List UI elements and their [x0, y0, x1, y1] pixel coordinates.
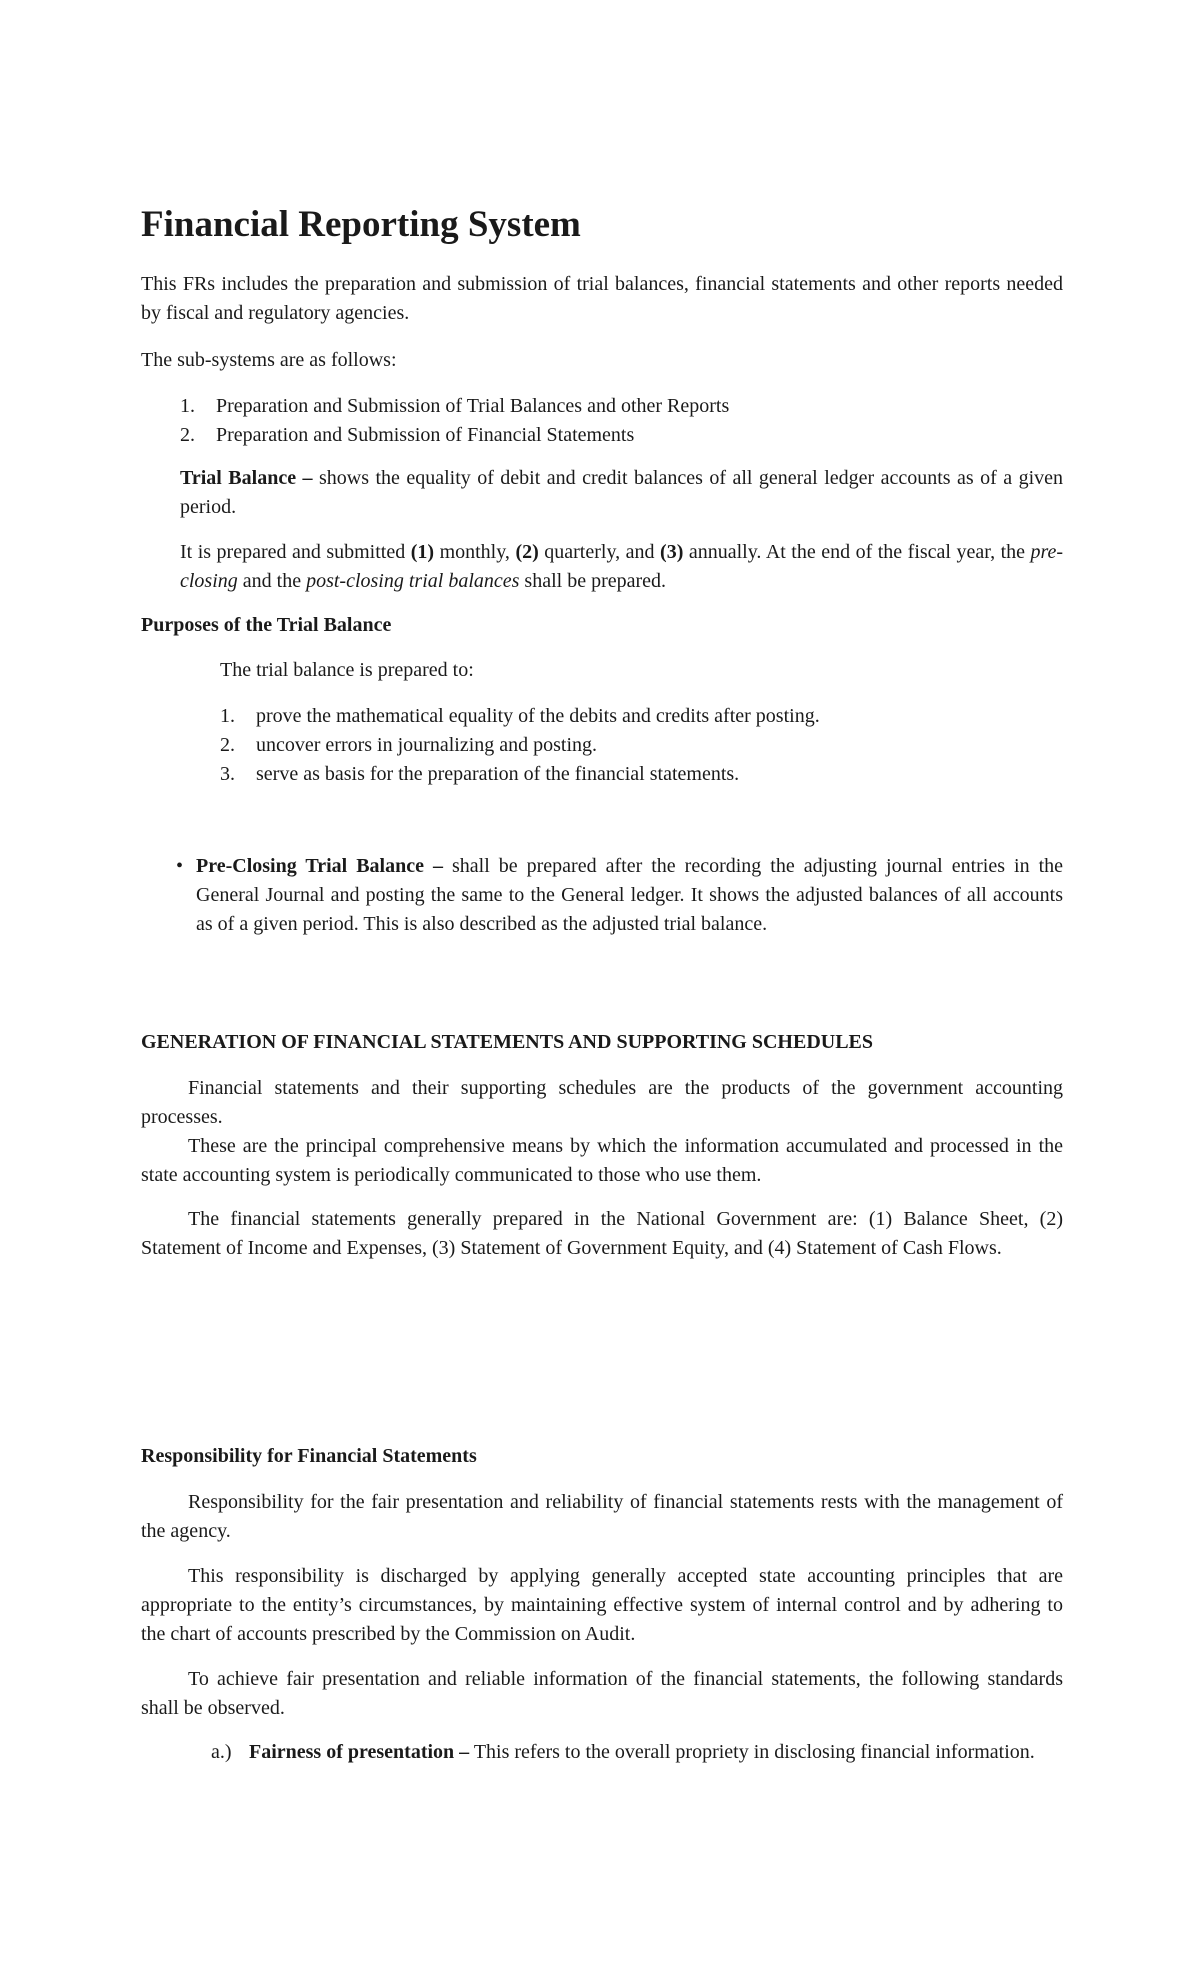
text-segment: annually. At the end of the fiscal year, the	[688, 541, 1025, 563]
pre-closing-bullet-item	[176, 852, 1063, 939]
responsibility-paragraph-2: This responsibility is discharged by applying generally accepted state accounting principles that are appropriate to the entity’s circumstances, by maintaining effective system of internal control and by adhering to the chart of accounts prescribed by the Commission on Audit.	[141, 1565, 1063, 1645]
subsystems-intro: The sub-systems are as follows:	[141, 349, 397, 371]
italic-term: post-closing trial balances	[306, 570, 520, 592]
fairness-text: This refers to the overall propriety in disclosing financial information.	[473, 1741, 1035, 1763]
trial-balance-text: shows the equality of debit and credit balances of all general ledger accounts as of a given period.	[180, 467, 1064, 518]
list-item	[220, 760, 1063, 789]
fairness-item	[211, 1738, 1063, 1767]
purposes-intro: The trial balance is prepared to:	[220, 659, 474, 681]
text-segment: and the	[242, 570, 302, 592]
frequency-number: (3)	[660, 541, 684, 563]
generation-paragraph-3: The financial statements generally prepared in the National Government are: (1) Balance Sheet, (2) Statement of Income and Expenses, (3) Statement of Government Equity, and (4) Statement of Cash Flows.	[141, 1208, 1063, 1259]
intro-paragraph: This FRs includes the preparation and submission of trial balances, financial statements and other reports needed by fiscal and regulatory agencies.	[141, 273, 1063, 324]
responsibility-paragraph-3: To achieve fair presentation and reliable information of the financial statements, the following standards shall be observed.	[141, 1668, 1063, 1719]
fairness-first-line	[211, 1738, 1063, 1767]
text-segment: It is prepared and submitted	[180, 541, 406, 563]
list-text: uncover errors in journalizing and posting.	[256, 734, 598, 756]
text-segment: monthly,	[439, 541, 510, 563]
list-item	[180, 421, 1063, 450]
bullet-icon: •	[176, 855, 184, 877]
text-segment: quarterly, and	[544, 541, 655, 563]
item-label: a.)	[211, 1741, 232, 1763]
frequency-number: (1)	[410, 541, 435, 563]
page-title: Financial Reporting System	[141, 204, 581, 245]
list-text: serve as basis for the preparation of the financial statements.	[256, 763, 740, 785]
trial-balance-term: Trial Balance –	[180, 467, 313, 489]
pre-closing-text: shall be prepared after the recording the adjusting journal entries in the General Journal and posting the same to the General ledger. It shows the adjusted balances of all accounts as of a given period. This is also described as the adjusted trial balance.	[196, 855, 1064, 935]
purposes-heading: Purposes of the Trial Balance	[141, 614, 392, 636]
list-text: Preparation and Submission of Financial Statements	[216, 424, 635, 446]
generation-heading: GENERATION OF FINANCIAL STATEMENTS AND SUPPORTING SCHEDULES	[141, 1031, 874, 1053]
prepared-paragraph	[180, 538, 1063, 596]
list-item	[220, 731, 1063, 760]
list-item	[180, 392, 1063, 421]
list-number: 3.	[220, 763, 235, 785]
generation-paragraph-1: Financial statements and their supporting schedules are the products of the government accounting processes.	[141, 1077, 1063, 1128]
subsystems-list	[180, 392, 1063, 450]
list-number: 2.	[220, 734, 235, 756]
purposes-list	[220, 702, 1063, 789]
list-text: prove the mathematical equality of the debits and credits after posting.	[256, 705, 820, 727]
list-text: Preparation and Submission of Trial Balances and other Reports	[216, 395, 730, 417]
list-number: 1.	[220, 705, 235, 727]
list-number: 2.	[180, 424, 195, 446]
italic-term: pre-closing	[180, 541, 1064, 592]
trial-balance-definition	[180, 464, 1063, 522]
fairness-term: Fairness of presentation –	[249, 1741, 470, 1763]
responsibility-heading: Responsibility for Financial Statements	[141, 1445, 477, 1467]
list-item	[220, 702, 1063, 731]
generation-paragraph-2: These are the principal comprehensive means by which the information accumulated and processed in the state accounting system is periodically communicated to those who use them.	[141, 1135, 1063, 1186]
pre-closing-term: Pre-Closing Trial Balance –	[196, 855, 443, 877]
list-number: 1.	[180, 395, 195, 417]
text-segment: shall be prepared.	[524, 570, 667, 592]
responsibility-paragraph-1: Responsibility for the fair presentation and reliability of financial statements rests with the management of the agency.	[141, 1491, 1063, 1542]
frequency-number: (2)	[515, 541, 539, 563]
